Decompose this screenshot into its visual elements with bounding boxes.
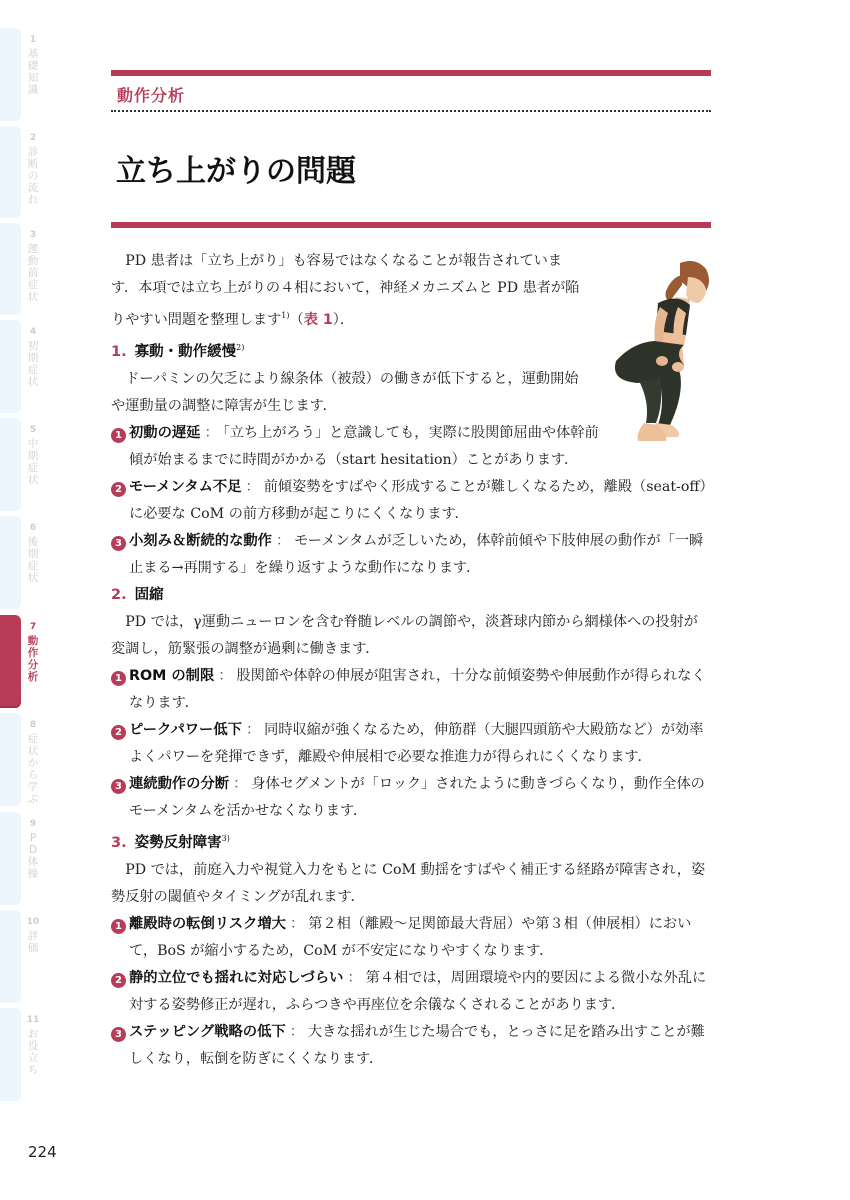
side-tab-label-2[interactable]: 2 診断の流れ <box>27 133 39 206</box>
number-badge-icon: 3 <box>111 536 126 551</box>
list-item: 3 連続動作の分断 ： 身体セグメントが「ロック」されたように動きづらくなり，動作全体のモーメンタムを活かせなくなります． <box>111 771 711 825</box>
list-item: 2 ピークパワー低下 ： 同時収縮が強くなるため，伸筋群（大腿四頭筋や大殿筋など）が効率よくパワーを発揮できず，離殿や伸展相で必要な推進力が得られにくくなります． <box>111 717 711 771</box>
section-2-body: PD では，γ運動ニューロンを含む脊髄レベルの調節や，淡蒼球内節から網様体への投射が変調し，筋緊張の調整が過剰に働きます． <box>111 614 698 657</box>
list-item: 1 ROM の制限 ： 股関節や体幹の伸展が阻害され，十分な前傾姿勢や伸展動作が得られなくなります． <box>111 663 711 717</box>
side-tab-label-4[interactable]: 4 初期症状 <box>27 327 39 388</box>
list-item: 3 ステッピング戦略の低下 ： 大きな揺れが生じた場合でも，とっさに足を踏み出すことが難しくなり，転倒を防ぎにくくなります． <box>111 1019 711 1073</box>
side-tab-4[interactable] <box>0 320 21 413</box>
side-tab-9[interactable] <box>0 812 21 905</box>
header-top-rule <box>111 70 711 76</box>
article-body <box>111 248 711 1073</box>
list-item: 2 モーメンタム不足 ： 前傾姿勢をすばやく形成することが難しくなるため，離殿（seat-off）に必要な CoM の前方移動が起こりにくくなります． <box>111 474 711 528</box>
number-badge-icon: 3 <box>111 779 126 794</box>
page-title: 立ち上がりの問題 <box>116 154 356 189</box>
number-badge-icon: 1 <box>111 919 126 934</box>
side-tab-10[interactable] <box>0 910 21 1003</box>
section-label: 動作分析 <box>117 86 186 105</box>
side-tab-label-9[interactable]: 9 PD体操 <box>27 819 39 880</box>
side-tab-5[interactable] <box>0 418 21 511</box>
number-badge-icon: 1 <box>111 671 126 686</box>
side-tab-label-1[interactable]: 1 基礎知識 <box>27 35 39 96</box>
number-badge-icon: 2 <box>111 725 126 740</box>
side-tab-label-7[interactable]: 7 動作分析 <box>27 622 39 683</box>
list-item: 1 離殿時の転倒リスク増大 ： 第２相（離殿～足関節最大背屈）や第３相（伸展相）において，BoS が縮小するため，CoM が不安定になりやすくなります． <box>111 911 711 965</box>
intro-paragraph: PD 患者は「立ち上がり」も容易ではなくなることが報告されています．本項では立ち上がりの４相において，神経メカニズムと PD 患者が陥りやすい問題を整理します$^{1)}$（表 1）． <box>111 253 580 328</box>
side-tab-label-5[interactable]: 5 中期症状 <box>27 425 39 486</box>
number-badge-icon: 2 <box>111 973 126 988</box>
side-tab-label-3[interactable]: 3 運動前症状 <box>27 230 39 303</box>
side-tab-2[interactable] <box>0 126 21 218</box>
list-item: 2 静的立位でも揺れに対応しづらい ： 第４相では，周囲環境や内的要因による微小な外乱に対する姿勢修正が遅れ，ふらつきや再座位を余儀なくされることがあります． <box>111 965 711 1019</box>
side-tab-label-6[interactable]: 6 後期症状 <box>27 523 39 584</box>
side-tab-1[interactable] <box>0 28 21 121</box>
side-tab-8[interactable] <box>0 713 21 806</box>
number-badge-icon: 1 <box>111 428 126 443</box>
number-badge-icon: 3 <box>111 1027 126 1042</box>
side-tab-7-active[interactable] <box>0 615 21 708</box>
side-tab-label-10[interactable]: 10 評価 <box>26 917 40 954</box>
page-number: 224 <box>28 1143 57 1161</box>
list-item: 3 小刻み＆断続的な動作 ： モーメンタムが乏しいため，体幹前傾や下肢伸展の動作が「一瞬止まる→再開する」を繰り返すような動作になります． <box>111 528 711 582</box>
section-heading-1: 1. 寡動・動作緩慢$^{2)}$ <box>111 343 245 360</box>
side-tab-11[interactable] <box>0 1008 21 1101</box>
section-heading-2: 2. 固縮 <box>111 587 164 603</box>
section-3-body: PD では，前庭入力や視覚入力をもとに CoM 動揺をすばやく補正する経路が障害され，姿勢反射の閾値やタイミングが乱れます． <box>111 862 706 905</box>
side-tab-label-11[interactable]: 11 お役立ち <box>26 1015 40 1076</box>
dotted-divider <box>111 110 711 112</box>
side-tab-label-8[interactable]: 8 症状から学ぶ <box>27 720 39 805</box>
list-item: 1 初動の遅延 ： 「立ち上がろう」と意識しても，実際に股関節屈曲や体幹前傾が始まるまでに時間がかかる（start hesitation）ことがあります． <box>111 420 599 474</box>
number-badge-icon: 2 <box>111 482 126 497</box>
section-heading-3: 3. 姿勢反射障害$^{3)}$ <box>111 834 230 851</box>
side-tab-6[interactable] <box>0 516 21 609</box>
table-reference-link[interactable]: 表 1 <box>303 312 333 328</box>
title-bottom-rule <box>111 222 711 228</box>
section-1-body: ドーパミンの欠乏により線条体（被殻）の働きが低下すると，運動開始や運動量の調整に障害が生じます． <box>111 371 579 414</box>
side-tab-3[interactable] <box>0 223 21 315</box>
